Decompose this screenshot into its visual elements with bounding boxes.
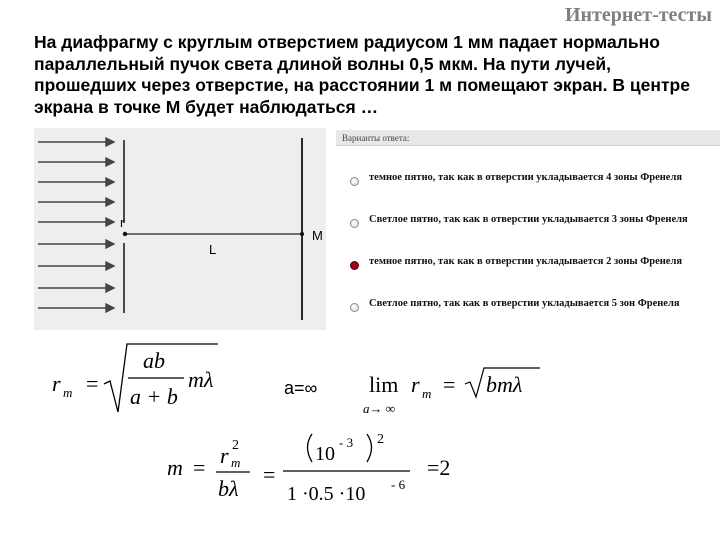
rm-symbol: r bbox=[52, 371, 61, 396]
answer-label-3: темное пятно, так как в отверстии укладывается 2 зоны Френеля bbox=[369, 256, 683, 267]
numerator-base-10: 10 bbox=[315, 443, 335, 465]
paren-exponent: 2 bbox=[377, 432, 384, 447]
left-paren bbox=[308, 434, 313, 462]
site-title: Интернет-тесты bbox=[564, 4, 712, 26]
denominator-values: 1 ·0.5 ·10 bbox=[287, 483, 366, 505]
fraction-numerator-ab: ab bbox=[143, 348, 165, 373]
answer-label-1: темное пятно, так как в отверстии укладывается 4 зоны Френеля bbox=[369, 172, 683, 183]
denominator-exponent: - 6 bbox=[391, 477, 406, 492]
label-r: r bbox=[120, 215, 125, 230]
right-paren bbox=[367, 434, 372, 462]
answer-label-4: Светлое пятно, так как в отверстии укладывается 5 зон Френеля bbox=[369, 298, 680, 309]
question-text: На диафрагму с круглым отверстием радиусом 1 мм падает нормально параллельный пучок света длиной волны 0,5 мкм. На пути лучей, прошедших через отверстие, на расстоянии 1 м помещают экран. В центре экрана в точке М будет наблюдаться … bbox=[34, 32, 690, 117]
fraction-denominator-ab: a + b bbox=[130, 384, 178, 409]
label-L: L bbox=[209, 242, 217, 257]
lim-subscript: a→ ∞ bbox=[363, 401, 396, 416]
rm-squared-superscript: 2 bbox=[232, 438, 239, 453]
label-M: M bbox=[312, 228, 323, 243]
formula-limit bbox=[363, 368, 540, 416]
m-lambda: mλ bbox=[188, 367, 214, 392]
rm-subscript-2: m bbox=[422, 386, 432, 401]
m-symbol: m bbox=[167, 455, 183, 480]
equals-sign-3: = bbox=[193, 455, 206, 480]
answers-title: Варианты ответа: bbox=[336, 130, 720, 146]
a-infinity: a=∞ bbox=[284, 378, 318, 398]
formula-zone-radius bbox=[52, 344, 218, 412]
equals-sign-1: = bbox=[86, 371, 99, 396]
formula-zone-number bbox=[167, 432, 450, 505]
rm-squared-subscript: m bbox=[231, 455, 241, 470]
rm-squared-base: r bbox=[220, 443, 229, 468]
lim-text: lim bbox=[369, 372, 399, 397]
result-value: =2 bbox=[427, 455, 451, 480]
b-lambda: bλ bbox=[218, 476, 239, 501]
answer-label-2: Светлое пятно, так как в отверстии укладывается 3 зоны Френеля bbox=[369, 214, 688, 225]
b-m-lambda: bmλ bbox=[486, 372, 523, 397]
rm-symbol-2: r bbox=[411, 372, 420, 397]
numerator-exponent: - 3 bbox=[339, 435, 354, 450]
rm-subscript: m bbox=[63, 385, 73, 400]
equals-sign-4: = bbox=[263, 462, 276, 487]
equals-sign-2: = bbox=[443, 372, 456, 397]
